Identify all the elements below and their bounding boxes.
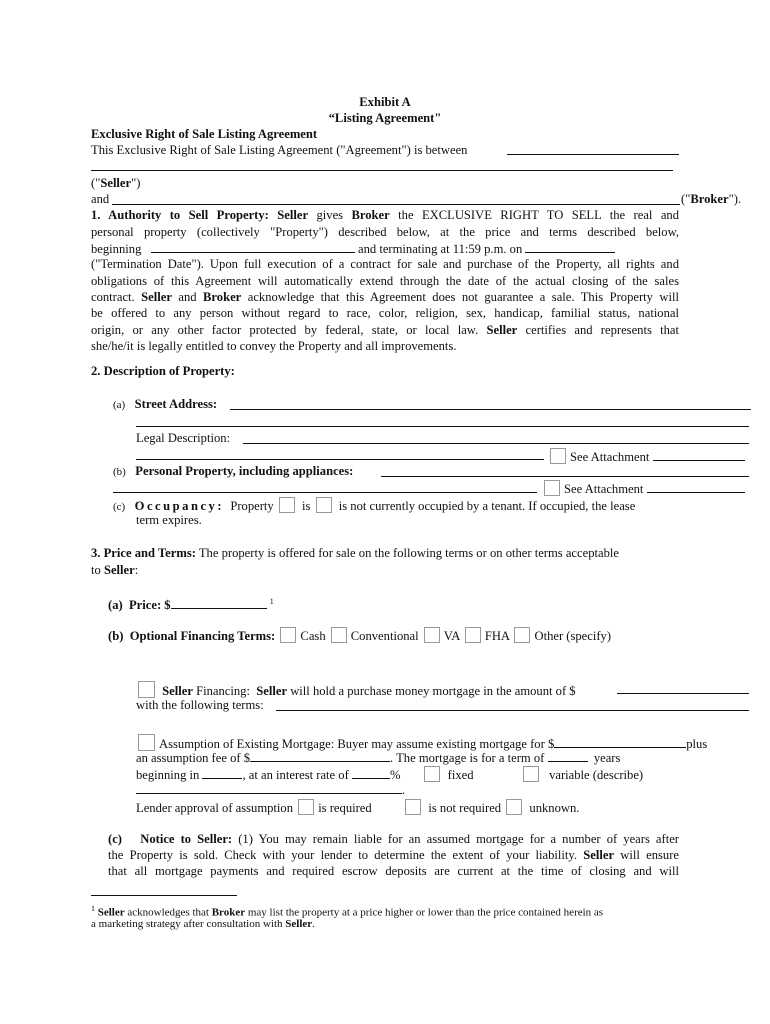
assumption-amount-field[interactable] bbox=[554, 736, 686, 748]
fixed-checkbox[interactable] bbox=[424, 766, 440, 782]
section3-line2: to Seller: bbox=[91, 563, 139, 577]
section1-line2: personal property (collectively "Property") described below, at the price and terms described below, bbox=[91, 225, 679, 239]
broker-label: ("Broker"). bbox=[681, 192, 742, 206]
seller-label: ("Seller") bbox=[91, 176, 141, 190]
seller-financing-terms: with the following terms: bbox=[136, 698, 264, 712]
lender-approval-line: Lender approval of assumption is required is not required unknown. bbox=[136, 801, 580, 815]
financing-terms-line: (b) Optional Financing Terms: Cash Conventional VA FHA Other (specify) bbox=[108, 629, 612, 643]
seller-financing-terms-field[interactable] bbox=[276, 710, 749, 711]
seller-name-field-2[interactable] bbox=[91, 170, 673, 171]
begin-date-field[interactable] bbox=[151, 241, 355, 253]
legal-description-field-2[interactable] bbox=[136, 459, 544, 460]
va-checkbox[interactable] bbox=[424, 627, 440, 643]
legal-see-attachment: See Attachment bbox=[548, 448, 745, 465]
legal-description-label: Legal Description: bbox=[136, 431, 231, 445]
section2-title: 2. Description of Property: bbox=[91, 364, 235, 378]
cash-checkbox[interactable] bbox=[280, 627, 296, 643]
occupancy-line: (c) Occupancy: Property is is not currently occupied by a tenant. If occupied, the lease bbox=[113, 499, 636, 513]
personal-property-label: (b) Personal Property, including appliances: bbox=[113, 464, 354, 478]
other-checkbox[interactable] bbox=[514, 627, 530, 643]
personal-property-field[interactable] bbox=[381, 476, 749, 477]
assumption-line1: Assumption of Existing Mortgage: Buyer may assume existing mortgage for $ plus bbox=[136, 734, 707, 752]
legal-attachment-checkbox[interactable] bbox=[550, 448, 566, 464]
price-field[interactable] bbox=[171, 597, 267, 609]
unknown-checkbox[interactable] bbox=[506, 799, 522, 815]
notice-line3: that all mortgage payments and required escrow deposits are current at the time of closing and will bbox=[108, 864, 679, 878]
personal-see-attachment: See Attachment bbox=[542, 480, 745, 497]
assumption-line3: beginning in , at an interest rate of % fixed variable (describe) bbox=[136, 768, 644, 782]
assumption-line4: . bbox=[136, 782, 405, 798]
street-address-field[interactable] bbox=[230, 409, 751, 410]
section1-line7: be offered to any person without regard to race, color, religion, sex, handicap, familial status, national bbox=[91, 306, 679, 320]
begin-year-field[interactable] bbox=[202, 767, 242, 779]
assumption-checkbox[interactable] bbox=[138, 734, 155, 751]
intro-line: This Exclusive Right of Sale Listing Agreement ("Agreement") is between bbox=[91, 143, 468, 157]
occupied-is-checkbox[interactable] bbox=[279, 497, 295, 513]
section1-line4: ("Termination Date"). Upon full execution of a contract for sale and purchase of the Property, all rights and bbox=[91, 257, 679, 271]
section1-line6: contract. Seller and Broker acknowledge that this Agreement does not guarantee a sale. This Property will bbox=[91, 290, 679, 304]
price-line: (a) Price: $ $^1$ bbox=[108, 597, 274, 613]
street-address-label: (a) Street Address: bbox=[113, 397, 218, 411]
exhibit-subtitle: “Listing Agreement" bbox=[328, 111, 442, 125]
section1-line9: she/he/it is legally entitled to convey the Property and all improvements. bbox=[91, 339, 457, 353]
occupied-is-not-checkbox[interactable] bbox=[316, 497, 332, 513]
notice-line2: the Property is sold. Check with your lender to determine the extent of your liability. Seller will ensure bbox=[108, 848, 679, 862]
section1-line1: 1. Authority to Sell Property: Seller gives Broker the EXCLUSIVE RIGHT TO SELL the real and bbox=[91, 208, 679, 222]
seller-financing-line: Seller Financing: Seller will hold a purchase money mortgage in the amount of $ bbox=[136, 681, 576, 699]
variable-describe-field[interactable] bbox=[136, 782, 402, 794]
variable-checkbox[interactable] bbox=[523, 766, 539, 782]
agreement-heading: Exclusive Right of Sale Listing Agreement bbox=[91, 127, 318, 141]
section1-line3: beginning and terminating at 11:59 p.m. on bbox=[91, 241, 615, 257]
seller-financing-checkbox[interactable] bbox=[138, 681, 155, 698]
section1-line5: obligations of this Agreement will automatically extend through the date of the actual closing of the sales bbox=[91, 274, 679, 288]
exhibit-title: Exhibit A bbox=[359, 95, 411, 109]
seller-financing-amount-field[interactable] bbox=[617, 693, 749, 694]
street-address-field-2[interactable] bbox=[136, 426, 749, 427]
footnote-divider bbox=[91, 895, 237, 896]
notice-line1: (c) Notice to Seller: (1) You may remain liable for an assumed mortgage for a number of years after bbox=[108, 832, 679, 846]
conventional-checkbox[interactable] bbox=[331, 627, 347, 643]
required-checkbox[interactable] bbox=[298, 799, 314, 815]
and-label: and bbox=[91, 192, 110, 206]
assumption-line2: an assumption fee of $ . The mortgage is for a term of years bbox=[136, 751, 621, 765]
assumption-fee-field[interactable] bbox=[250, 750, 390, 762]
interest-rate-field[interactable] bbox=[352, 767, 390, 779]
footnote-line2: a marketing strategy after consultation with Seller. bbox=[91, 918, 315, 930]
fha-checkbox[interactable] bbox=[465, 627, 481, 643]
term-years-field[interactable] bbox=[548, 750, 588, 762]
personal-attachment-checkbox[interactable] bbox=[544, 480, 560, 496]
termination-date-field[interactable] bbox=[525, 241, 615, 253]
seller-name-field[interactable] bbox=[507, 154, 679, 155]
footnote-line1: $^1$ Seller acknowledges that Broker may list the property at a price higher or lower than the price contained herein as bbox=[91, 904, 604, 919]
section3-line1: 3. Price and Terms: The property is offered for sale on the following terms or on other terms acceptable bbox=[91, 546, 619, 560]
not-required-checkbox[interactable] bbox=[405, 799, 421, 815]
legal-description-field[interactable] bbox=[243, 443, 749, 444]
broker-name-field[interactable] bbox=[112, 204, 680, 205]
section1-line8: origin, or any other factor protected by federal, state, or local law. Seller certifies and represents that bbox=[91, 323, 679, 337]
personal-property-field-2[interactable] bbox=[113, 492, 537, 493]
occupancy-line-2: term expires. bbox=[136, 513, 202, 527]
